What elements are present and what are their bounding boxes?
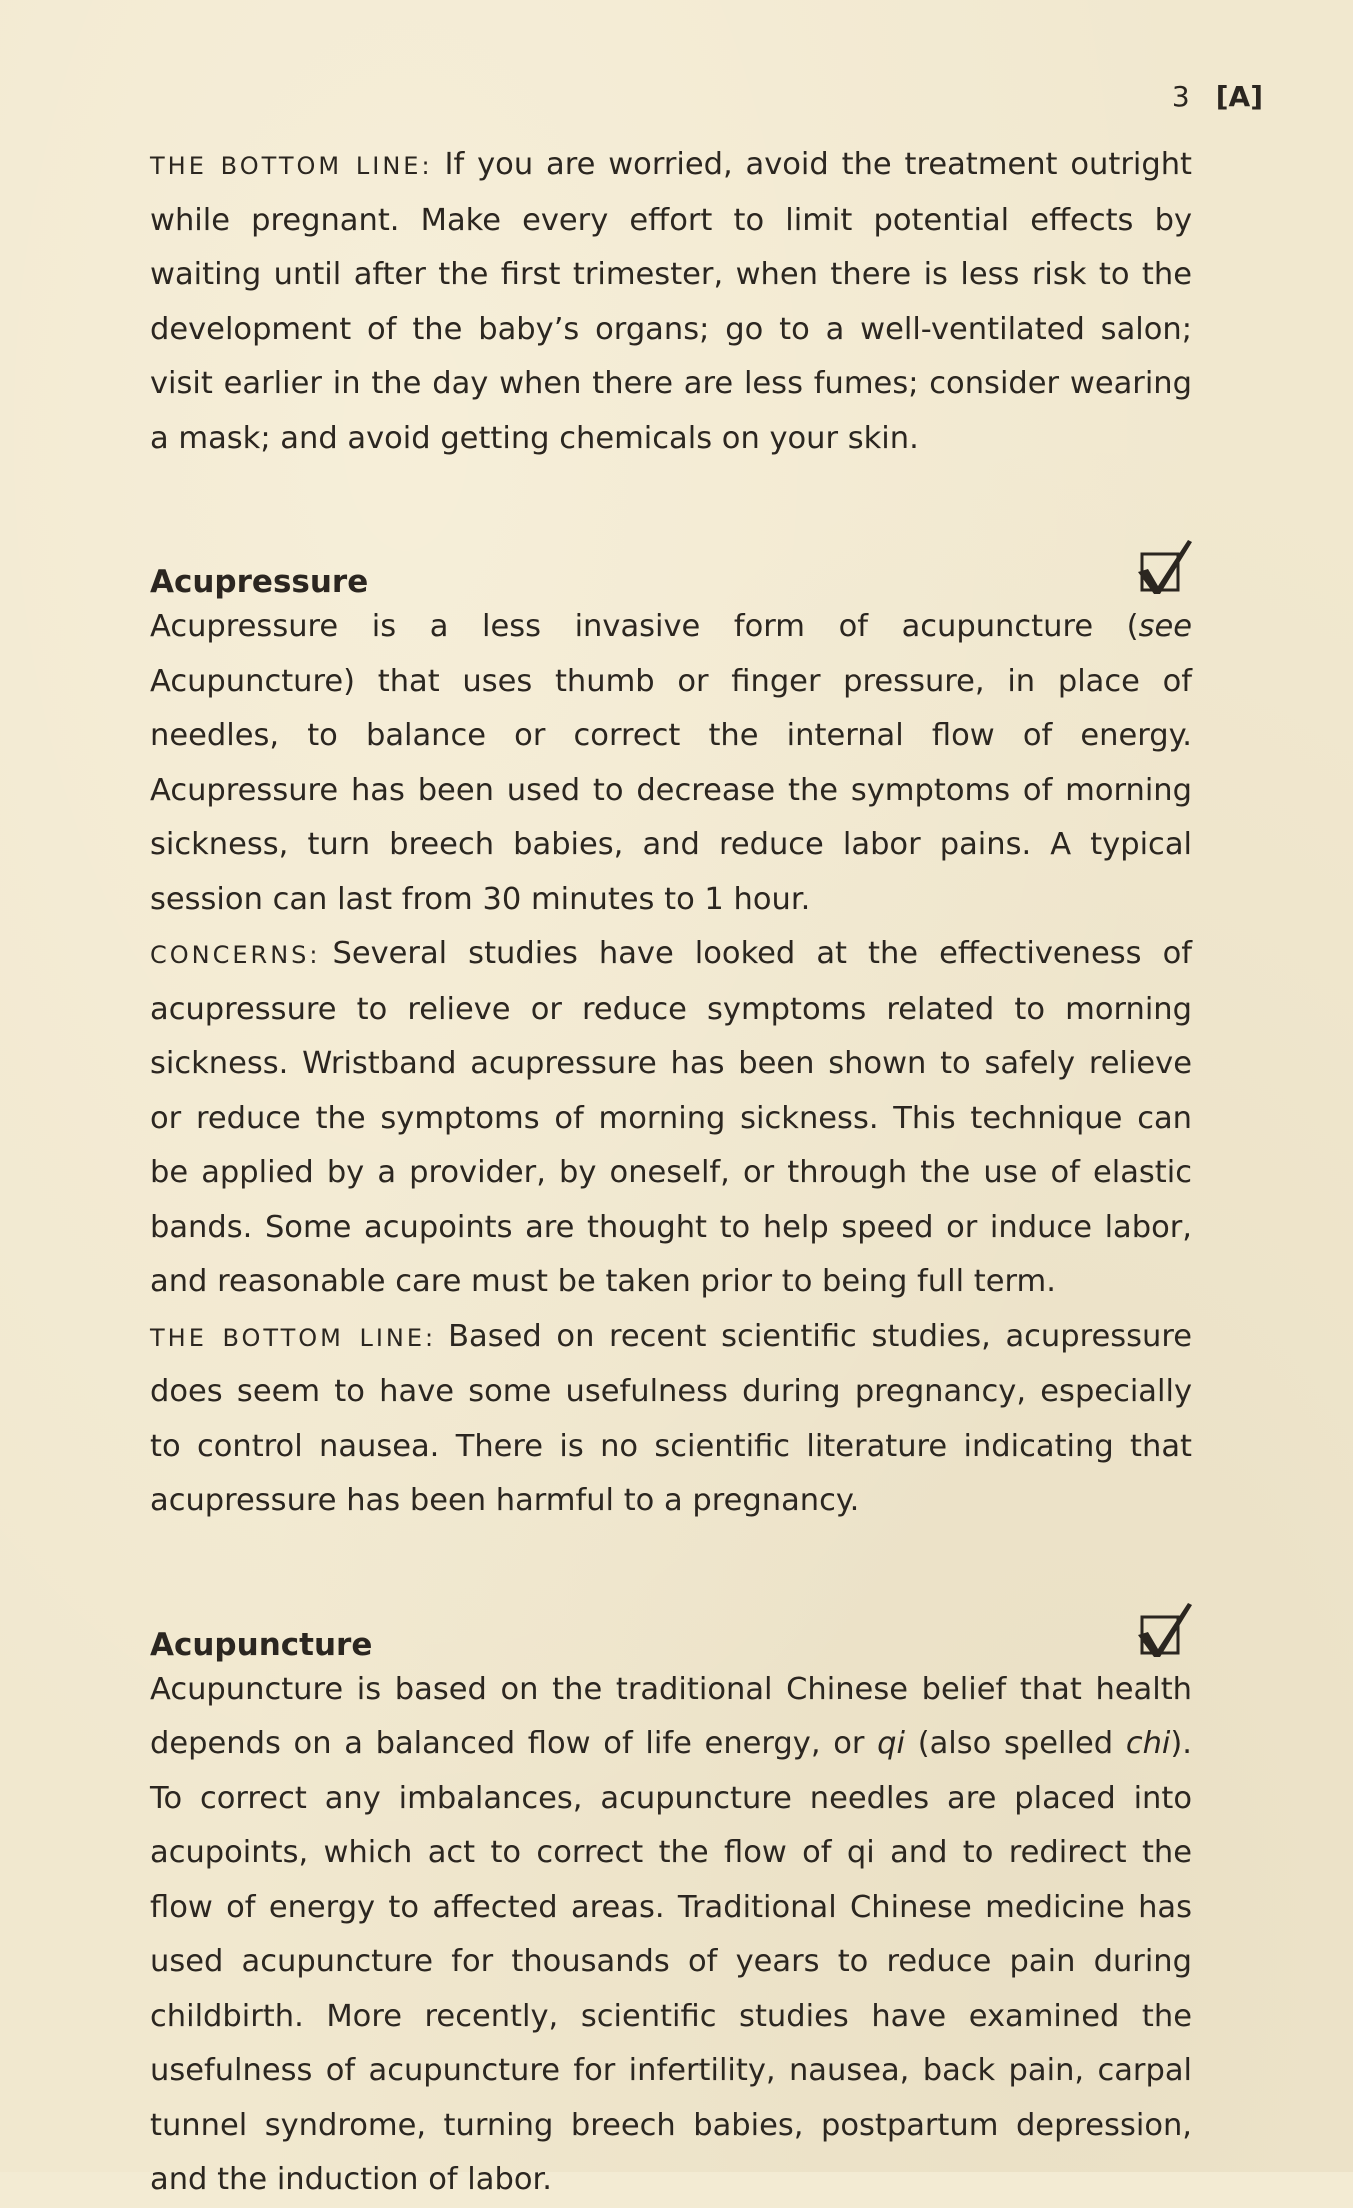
acupressure-bottom-line	[150, 1310, 1192, 1529]
checkmark-box-icon	[1132, 536, 1194, 598]
concerns-label: CONCERNS:	[150, 941, 321, 969]
acupressure-heading-row	[150, 544, 1192, 600]
entry-title-acupressure: Acupressure	[150, 564, 369, 600]
page-number: 3	[1171, 80, 1190, 113]
bottom-line-text: If you are worried, avoid the treatment outright while pregnant. Make every effort to limit potential effects by waiting until after the first trimester, when there is less risk to the development of the baby’s organs; go to a well-ventilated salon; visit earlier in the day when there are less fumes; consider wearing a mask; and avoid getting chemicals on your skin.	[150, 147, 1192, 456]
bottom-line-label: THE BOTTOM LINE:	[150, 1323, 437, 1352]
page-content	[150, 138, 1192, 2208]
concerns-text: Several studies have looked at the effectiveness of acupressure to relieve or reduce symptoms related to morning sickness. Wristband acupressure has been shown to safely relieve or reduce the symptoms of morning sickness. This technique can be applied by a provider, by oneself, or through the use of elastic bands. Some acupoints are thought to help speed or induce labor, and reasonable care must be taken prior to being full term.	[150, 936, 1192, 1299]
bottom-line-label: THE BOTTOM LINE:	[150, 152, 433, 180]
intro-bottom-line-paragraph	[150, 138, 1192, 466]
acupressure-concerns	[150, 927, 1192, 1310]
acupuncture-heading-row	[150, 1607, 1192, 1663]
chi-term: chi	[1125, 1726, 1171, 1761]
acupuncture-description: Acupuncture is based on the traditional Chinese belief that health depends on a balanced flow of life energy, or qi (also spelled chi). To correct any imbalances, acupuncture needles are placed into acupoints, which act to correct the flow of qi and to redirect the flow of energy to affected areas. Traditional Chinese medicine has used acupuncture for thousands of years to reduce pain during childbirth. More recently, scientific studies have examined the usefulness of acupuncture for infertility, nausea, back pain, carpal tunnel syndrome, turning breech babies, postpartum depression, and the induction of labor.	[150, 1671, 1192, 2197]
section-letter: [A]	[1215, 80, 1263, 113]
acupressure-description: Acupressure is a less invasive form of acupuncture (see Acupuncture) that uses thumb or finger pressure, in place of needles, to balance or correct the internal flow of energy. Acupressure has been used to decrease the symptoms of morning sickness, turn breech babies, and reduce labor pains. A typical session can last from 30 minutes to 1 hour.	[150, 609, 1192, 917]
checkmark-box-icon	[1132, 1599, 1194, 1661]
see-reference: see	[1138, 609, 1192, 644]
bottom-line-text: Based on recent scientific studies, acupressure does seem to have some usefulness during pregnancy, especially to control nausea. There is no scientific literature indicating that acupressure has been harmful to a pregnancy.	[150, 1318, 1192, 1518]
entry-title-acupuncture: Acupuncture	[150, 1626, 373, 1663]
page-header	[1172, 80, 1263, 113]
qi-term: qi	[877, 1726, 905, 1761]
